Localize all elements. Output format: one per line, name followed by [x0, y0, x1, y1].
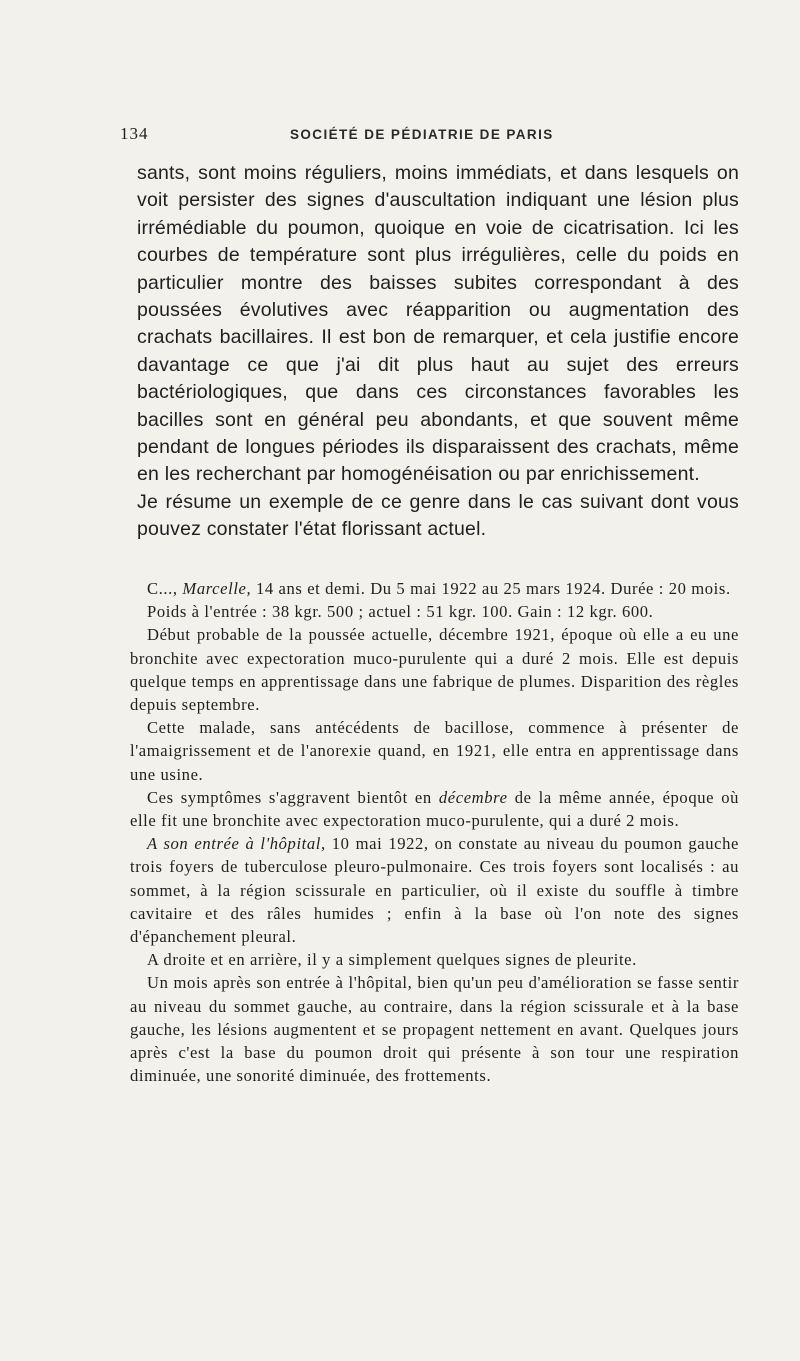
symptoms-month: décembre: [438, 787, 508, 807]
case-symptoms: [130, 786, 739, 832]
page-header: [120, 124, 740, 148]
admission-text: 10 mai 1922, on constate au niveau du poumon gauche trois foyers de tuberculose pleuro-pulmonaire. Ces trois foyers sont localisés : au sommet, à la région scissurale en particulier, où il existe du souffle à timbre cavitaire et des râles humides ; enfin à la base où l'on note des signes d'épanchement pleural.: [130, 834, 739, 947]
case-history: Cette malade, sans antécédents de bacillose, commence à présenter de l'amaigrissement et de l'anorexie quand, en 1921, elle entra en apprentissage dans une usine.: [130, 718, 739, 784]
page-number: 134: [120, 124, 149, 143]
admission-heading: A son entrée à l'hôpital,: [147, 834, 326, 854]
main-text: [137, 160, 739, 544]
symptoms-text: Ces symptômes s'aggravent bientôt en: [147, 787, 439, 807]
case-admission: [130, 832, 739, 948]
case-dates: 14 ans et demi. Du 5 mai 1922 au 25 mars 1924. Durée : 20 mois.: [251, 579, 731, 598]
paragraph: sants, sont moins réguliers, moins immédiats, et dans lesquels on voit persister des signes d'auscultation indiquant une lésion plus irrémédiable du poumon, quoique en voie de cicatrisation. Ici les courbes de température sont plus irrégulières, celle du poids en particulier montre des baisses subites correspondant à des poussées évolutives avec réapparition ou augmentation des crachats bacillaires. Il est bon de remarquer, et cela justifie encore davantage ce que j'ai dit plus haut au sujet des erreurs bactériologiques, que dans ces circonstances favorables les bacilles sont en général peu abondants, et que souvent même pendant de longues périodes ils disparaissent des crachats, même en les recherchant par homogénéisation ou par enrichissement.: [137, 162, 739, 486]
running-title: SOCIÉTÉ DE PÉDIATRIE DE PARIS: [290, 127, 554, 142]
case-evolution: Un mois après son entrée à l'hôpital, bien qu'un peu d'amélioration se fasse sentir au niveau du sommet gauche, au contraire, dans la région scissurale et à la base gauche, les lésions augmentent et se propagent nettement en avant. Quelques jours après c'est la base du poumon droit qui présente à son tour une respiration diminuée, une sonorité diminuée, des frottements.: [130, 973, 739, 1086]
paragraph: Je résume un exemple de ce genre dans le cas suivant dont vous pouvez constater l'état florissant actuel.: [137, 490, 739, 541]
case-onset: Début probable de la poussée actuelle, décembre 1921, époque où elle a eu une bronchite avec expectoration muco-purulente qui a duré 2 mois. Elle est depuis quelque temps en apprentissage dans une fabrique de plumes. Disparition des règles depuis septembre.: [130, 625, 739, 715]
case-weights: Poids à l'entrée : 38 kgr. 500 ; actuel : 51 kgr. 100. Gain : 12 kgr. 600.: [147, 602, 654, 622]
case-intro: [130, 577, 739, 600]
case-right-side: A droite et en arrière, il y a simplement quelques signes de pleurite.: [147, 950, 637, 970]
case-report: [130, 577, 739, 1087]
patient-initial: C...,: [147, 579, 183, 598]
symptoms-text-2: de la même année, époque où elle fit une bronchite avec expectoration muco-purulente, qui a duré 2 mois.: [130, 787, 739, 831]
patient-name: Marcelle,: [182, 579, 252, 598]
